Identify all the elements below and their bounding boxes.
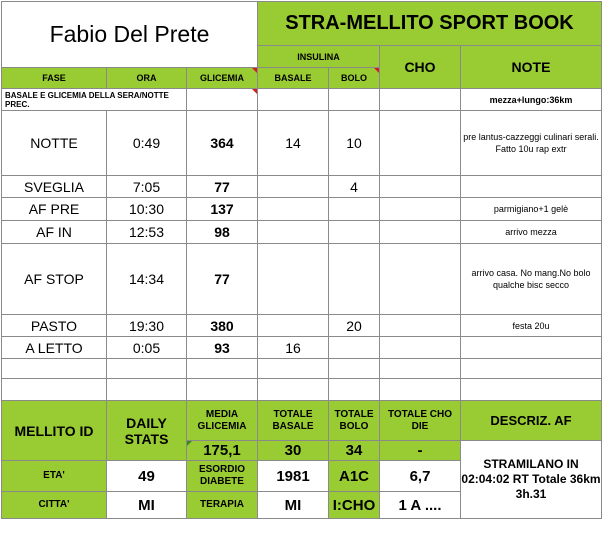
a1c-value[interactable]: 6,7 bbox=[380, 461, 461, 492]
empty-cell[interactable] bbox=[107, 359, 187, 379]
cho-cell[interactable] bbox=[380, 244, 461, 315]
totale-cho-label: TOTALE CHO DIE bbox=[380, 401, 461, 441]
note-cell[interactable] bbox=[461, 337, 602, 359]
empty-cell[interactable] bbox=[380, 359, 461, 379]
table-row bbox=[2, 244, 602, 315]
fase-cell[interactable]: AF IN bbox=[2, 221, 107, 244]
table-row bbox=[2, 359, 602, 379]
bolo-cell[interactable]: 4 bbox=[329, 176, 380, 198]
basale-cell[interactable]: 14 bbox=[258, 111, 329, 176]
table-row bbox=[2, 337, 602, 359]
citta-value[interactable]: MI bbox=[107, 492, 187, 519]
glicemia-cell[interactable]: 77 bbox=[187, 176, 258, 198]
glicemia-cell[interactable]: 364 bbox=[187, 111, 258, 176]
ora-cell[interactable]: 0:49 bbox=[107, 111, 187, 176]
descriz-af-label: DESCRIZ. AF bbox=[461, 401, 602, 441]
fase-header: FASE bbox=[2, 68, 107, 89]
note-cell[interactable]: pre lantus-cazzeggi culinari serali. Fatto 10u rap extr bbox=[461, 111, 602, 176]
note-header: NOTE bbox=[461, 46, 602, 89]
totale-bolo-value: 34 bbox=[329, 441, 380, 461]
basale-header: BASALE bbox=[258, 68, 329, 89]
bolo-cell[interactable] bbox=[329, 221, 380, 244]
athlete-name: Fabio Del Prete bbox=[2, 2, 258, 68]
prev-night-label: BASALE E GLICEMIA DELLA SERA/NOTTE PREC. bbox=[2, 89, 187, 111]
ora-cell[interactable]: 10:30 bbox=[107, 198, 187, 221]
table-row bbox=[2, 176, 602, 198]
basale-cell[interactable]: 16 bbox=[258, 337, 329, 359]
table-row bbox=[2, 379, 602, 401]
ora-header: ORA bbox=[107, 68, 187, 89]
empty-cell[interactable] bbox=[329, 379, 380, 401]
basale-cell[interactable] bbox=[258, 221, 329, 244]
esordio-label: ESORDIO DIABETE bbox=[187, 461, 258, 492]
empty-cell[interactable] bbox=[2, 359, 107, 379]
ora-cell[interactable]: 7:05 bbox=[107, 176, 187, 198]
bolo-cell[interactable] bbox=[329, 244, 380, 315]
prev-bolo-cell[interactable] bbox=[329, 89, 380, 111]
table-row bbox=[2, 221, 602, 244]
terapia-value[interactable]: MI bbox=[258, 492, 329, 519]
descr-af-value[interactable]: STRAMILANO IN 02:04:02 RT Totale 36km 3h.31 bbox=[461, 441, 602, 519]
empty-cell[interactable] bbox=[107, 379, 187, 401]
prev-glicemia-cell[interactable] bbox=[187, 89, 258, 111]
basale-cell[interactable] bbox=[258, 176, 329, 198]
terapia-label: TERAPIA bbox=[187, 492, 258, 519]
table-row bbox=[2, 111, 602, 176]
mellito-id-label: MELLITO ID bbox=[2, 401, 107, 461]
cho-cell[interactable] bbox=[380, 198, 461, 221]
empty-cell[interactable] bbox=[187, 379, 258, 401]
empty-cell[interactable] bbox=[258, 359, 329, 379]
insulina-header: INSULINA bbox=[258, 46, 380, 68]
note-cell[interactable] bbox=[461, 176, 602, 198]
glicemia-cell[interactable]: 137 bbox=[187, 198, 258, 221]
cho-cell[interactable] bbox=[380, 221, 461, 244]
ora-cell[interactable]: 14:34 bbox=[107, 244, 187, 315]
basale-cell[interactable] bbox=[258, 315, 329, 337]
basale-cell[interactable] bbox=[258, 244, 329, 315]
ora-cell[interactable]: 19:30 bbox=[107, 315, 187, 337]
cho-cell[interactable] bbox=[380, 337, 461, 359]
cho-header: CHO bbox=[380, 46, 461, 89]
bolo-cell[interactable]: 10 bbox=[329, 111, 380, 176]
glicemia-header: GLICEMIA bbox=[187, 68, 258, 89]
table-row bbox=[2, 198, 602, 221]
sport-book-table bbox=[1, 1, 602, 519]
empty-cell[interactable] bbox=[329, 359, 380, 379]
note-cell[interactable]: arrivo casa. No mang.No bolo qualche bisc secco bbox=[461, 244, 602, 315]
empty-cell[interactable] bbox=[461, 359, 602, 379]
totale-basale-label: TOTALE BASALE bbox=[258, 401, 329, 441]
eta-value[interactable]: 49 bbox=[107, 461, 187, 492]
empty-cell[interactable] bbox=[380, 379, 461, 401]
fase-cell[interactable]: A LETTO bbox=[2, 337, 107, 359]
cho-cell[interactable] bbox=[380, 176, 461, 198]
prev-note-cell[interactable]: mezza+lungo:36km bbox=[461, 89, 602, 111]
totale-bolo-label: TOTALE BOLO bbox=[329, 401, 380, 441]
icho-label: I:CHO bbox=[329, 492, 380, 519]
empty-cell[interactable] bbox=[2, 379, 107, 401]
fase-cell[interactable]: NOTTE bbox=[2, 111, 107, 176]
media-glicemia-label: MEDIA GLICEMIA bbox=[187, 401, 258, 441]
ora-cell[interactable]: 12:53 bbox=[107, 221, 187, 244]
fase-cell[interactable]: PASTO bbox=[2, 315, 107, 337]
bolo-cell[interactable] bbox=[329, 337, 380, 359]
note-cell[interactable]: parmigiano+1 gelè bbox=[461, 198, 602, 221]
ora-cell[interactable]: 0:05 bbox=[107, 337, 187, 359]
bolo-cell[interactable] bbox=[329, 198, 380, 221]
a1c-label: A1C bbox=[329, 461, 380, 492]
glicemia-cell[interactable]: 98 bbox=[187, 221, 258, 244]
glicemia-cell[interactable]: 380 bbox=[187, 315, 258, 337]
prev-cho-cell[interactable] bbox=[380, 89, 461, 111]
totale-cho-value: - bbox=[380, 441, 461, 461]
daily-stats-label: DAILY STATS bbox=[107, 401, 187, 461]
glicemia-cell[interactable]: 77 bbox=[187, 244, 258, 315]
table-row bbox=[2, 315, 602, 337]
note-cell[interactable]: arrivo mezza bbox=[461, 221, 602, 244]
empty-cell[interactable] bbox=[461, 379, 602, 401]
empty-cell[interactable] bbox=[187, 359, 258, 379]
prev-basale-cell[interactable] bbox=[258, 89, 329, 111]
esordio-value[interactable]: 1981 bbox=[258, 461, 329, 492]
bolo-cell[interactable]: 20 bbox=[329, 315, 380, 337]
fase-cell[interactable]: AF STOP bbox=[2, 244, 107, 315]
fase-cell[interactable]: SVEGLIA bbox=[2, 176, 107, 198]
bolo-header: BOLO bbox=[329, 68, 380, 89]
cho-cell[interactable] bbox=[380, 315, 461, 337]
brand-title: STRA-MELLITO SPORT BOOK bbox=[258, 2, 602, 46]
fase-cell[interactable]: AF PRE bbox=[2, 198, 107, 221]
eta-label: ETA' bbox=[2, 461, 107, 492]
empty-cell[interactable] bbox=[258, 379, 329, 401]
glicemia-cell[interactable]: 93 bbox=[187, 337, 258, 359]
totale-basale-value: 30 bbox=[258, 441, 329, 461]
media-glicemia-value: 175,1 bbox=[187, 441, 258, 461]
basale-cell[interactable] bbox=[258, 198, 329, 221]
cho-cell[interactable] bbox=[380, 111, 461, 176]
citta-label: CITTA' bbox=[2, 492, 107, 519]
icho-value[interactable]: 1 A .... bbox=[380, 492, 461, 519]
note-cell[interactable]: festa 20u bbox=[461, 315, 602, 337]
